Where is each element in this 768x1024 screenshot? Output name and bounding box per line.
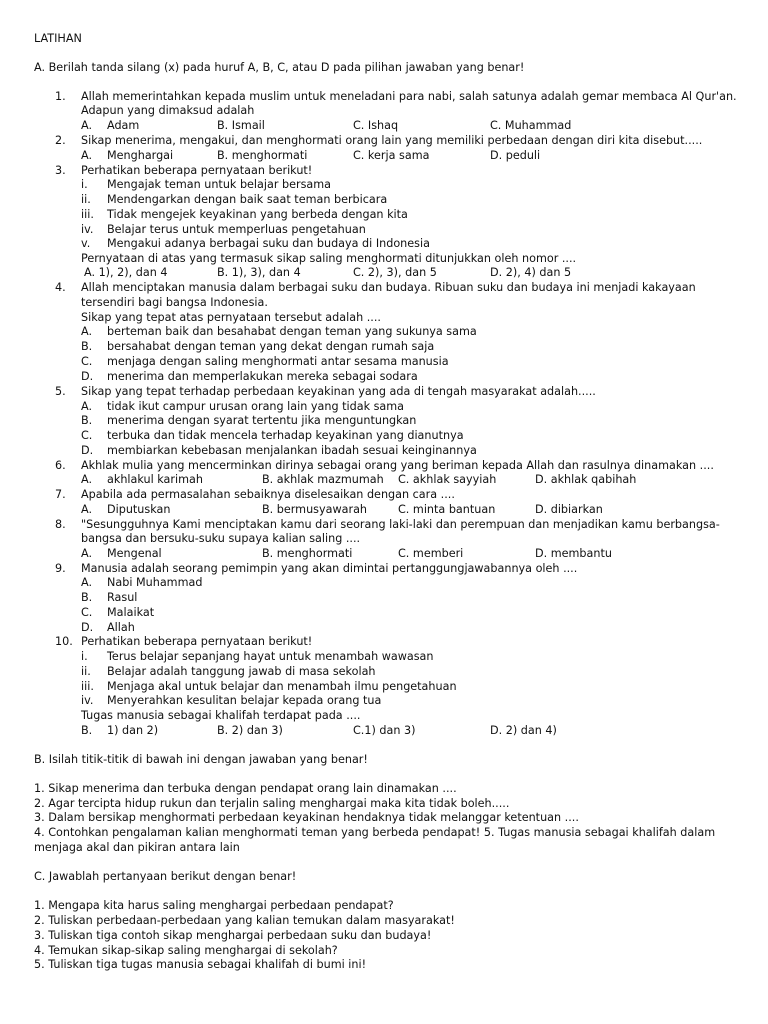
statement-text: Mendengarkan dengan baik saat teman berbicara — [107, 193, 388, 206]
essay-question: 1. Mengapa kita harus saling menghargai perbedaan pendapat? — [34, 899, 394, 912]
question-text: Allah menciptakan manusia dalam berbagai suku dan budaya. Ribuan suku dan budaya ini menjadi kakayaan — [81, 281, 696, 294]
option-text: bersahabat dengan teman yang dekat dengan rumah saja — [107, 340, 435, 353]
option-text: Allah — [107, 621, 135, 634]
option-d: D. membantu — [535, 547, 612, 560]
question-text: Akhlak mulia yang mencerminkan dirinya sebagai orang yang beriman kepada Allah dan rasulnya dinamakan .... — [81, 459, 714, 472]
question-text-cont: bangsa dan bersuku-suku supaya kalian saling .... — [81, 532, 361, 545]
question-text: Apabila ada permasalahan sebaiknya diselesaikan dengan cara .... — [81, 488, 455, 501]
statement-numeral: iii. — [81, 208, 94, 221]
question-text: Allah memerintahkan kepada muslim untuk meneladani para nabi, salah satunya adalah gemar membaca Al Qur'an. — [81, 90, 737, 103]
option-text: Malaikat — [107, 606, 155, 619]
question-number: 2. — [55, 134, 66, 147]
question-number: 7. — [55, 488, 66, 501]
option-a: Diputuskan — [107, 503, 171, 516]
option-a-label: A. — [81, 503, 93, 516]
statement-numeral: ii. — [81, 665, 91, 678]
question-text: Perhatikan beberapa pernyataan berikut! — [81, 635, 313, 648]
statement-text: Mengajak teman untuk belajar bersama — [107, 178, 332, 191]
option-label: B. — [81, 414, 93, 427]
question-text: Sikap menerima, mengakui, dan menghormati orang lain yang memiliki perbedaan dengan diri kita disebut..... — [81, 134, 703, 147]
statement-text: Belajar terus untuk memperluas pengetahuan — [107, 223, 366, 236]
option-label: D. — [81, 370, 94, 383]
question-text: Sikap yang tepat terhadap perbedaan keyakinan yang ada di tengah masyarakat adalah..... — [81, 385, 596, 398]
statement-numeral: iii. — [81, 680, 94, 693]
option-c: C. kerja sama — [353, 149, 430, 162]
statement-text: Belajar adalah tanggung jawab di masa sekolah — [107, 665, 376, 678]
question-number: 5. — [55, 385, 66, 398]
question-text: "Sesungguhnya Kami menciptakan kamu dari seorang laki-laki dan perempuan dan menjadikan kamu berbangsa- — [81, 518, 720, 531]
statement-numeral: i. — [81, 650, 88, 663]
option-b: B. 2) dan 3) — [217, 724, 283, 737]
option-d: D. peduli — [490, 149, 541, 162]
question-text-cont: Adapun yang dimaksud adalah — [81, 104, 255, 117]
section-c-instruction: C. Jawablah pertanyaan berikut dengan benar! — [34, 870, 297, 883]
statement-numeral: v. — [81, 237, 91, 250]
statement-text: Mengakui adanya berbagai suku dan budaya di Indonesia — [107, 237, 430, 250]
option-text: menerima dengan syarat tertentu jika menguntungkan — [107, 414, 417, 427]
option-text: Rasul — [107, 591, 138, 604]
statement-numeral: iv. — [81, 694, 94, 707]
option-b: B. menghormati — [217, 149, 308, 162]
option-text: membiarkan kebebasan menjalankan ibadah sesuai keinginannya — [107, 444, 477, 457]
option-c: C. 2), 3), dan 5 — [353, 266, 437, 279]
question-text: Manusia adalah seorang pemimpin yang akan dimintai pertanggungjawabannya oleh .... — [81, 562, 578, 575]
option-d: D. 2), 4) dan 5 — [490, 266, 572, 279]
option-a-label: A. — [81, 119, 93, 132]
question-number: 1. — [55, 90, 66, 103]
option-b: B. Ismail — [217, 119, 265, 132]
option-b: B. 1), 3), dan 4 — [217, 266, 301, 279]
statement-text: Menyerahkan kesulitan belajar kepada orang tua — [107, 694, 382, 707]
option-d: D. 2) dan 4) — [490, 724, 557, 737]
question-number: 6. — [55, 459, 66, 472]
fill-in-item: 1. Sikap menerima dan terbuka dengan pendapat orang lain dinamakan .... — [34, 782, 457, 795]
option-label: B. — [81, 340, 93, 353]
essay-question: 5. Tuliskan tiga tugas manusia sebagai khalifah di bumi ini! — [34, 958, 367, 971]
option-a: akhlakul karimah — [107, 473, 203, 486]
fill-in-item-cont: menjaga akal dan pikiran antara lain — [34, 841, 240, 854]
question-text: Perhatikan beberapa pernyataan berikut! — [81, 164, 313, 177]
option-text: menjaga dengan saling menghormati antar sesama manusia — [107, 355, 449, 368]
option-label: B. — [81, 591, 93, 604]
option-label: C. — [81, 429, 93, 442]
option-label: C. — [81, 355, 93, 368]
option-text: Nabi Muhammad — [107, 576, 203, 589]
option-label: A. — [81, 400, 93, 413]
question-number: 9. — [55, 562, 66, 575]
option-a-label: A. — [81, 149, 93, 162]
option-d: D. akhlak qabihah — [535, 473, 637, 486]
option-a: 1) dan 2) — [107, 724, 159, 737]
option-a: A. 1), 2), dan 4 — [84, 266, 168, 279]
option-label: D. — [81, 444, 94, 457]
option-a-label: A. — [81, 547, 93, 560]
essay-question: 3. Tuliskan tiga contoh sikap menghargai perbedaan suku dan budaya! — [34, 929, 432, 942]
option-c: C. akhlak sayyiah — [398, 473, 497, 486]
statement-text: Menjaga akal untuk belajar dan menambah ilmu pengetahuan — [107, 680, 457, 693]
fill-in-item: 4. Contohkan pengalaman kalian menghormati teman yang berbeda pendapat! 5. Tugas manusia sebagai khalifah dalam — [34, 826, 716, 839]
option-c: C. minta bantuan — [398, 503, 496, 516]
option-text: menerima dan memperlakukan mereka sebagai sodara — [107, 370, 418, 383]
essay-question: 2. Tuliskan perbedaan-perbedaan yang kalian temukan dalam masyarakat! — [34, 914, 455, 927]
option-c: C.1) dan 3) — [353, 724, 416, 737]
option-b: B. akhlak mazmumah — [262, 473, 384, 486]
option-d: D. dibiarkan — [535, 503, 603, 516]
option-d: C. Muhammad — [490, 119, 572, 132]
statement-numeral: ii. — [81, 193, 91, 206]
option-a-label: B. — [81, 724, 93, 737]
option-a: Adam — [107, 119, 140, 132]
statement-text: Tidak mengejek keyakinan yang berbeda dengan kita — [107, 208, 408, 221]
question-number: 10. — [55, 635, 73, 648]
question-number: 8. — [55, 518, 66, 531]
fill-in-item: 2. Agar tercipta hidup rukun dan terjalin saling menghargai maka kita tidak boleh..... — [34, 797, 510, 810]
option-a: Menghargai — [107, 149, 174, 162]
option-c: C. memberi — [398, 547, 464, 560]
section-b-instruction: B. Isilah titik-titik di bawah ini dengan jawaban yang benar! — [34, 753, 368, 766]
statement-text: Terus belajar sepanjang hayat untuk menambah wawasan — [107, 650, 434, 663]
question-prompt: Sikap yang tepat atas pernyataan tersebut adalah .... — [81, 311, 381, 324]
option-a: Mengenal — [107, 547, 162, 560]
option-a-label: A. — [81, 473, 93, 486]
statement-numeral: i. — [81, 178, 88, 191]
option-b: B. bermusyawarah — [262, 503, 368, 516]
option-text: tidak ikut campur urusan orang lain yang tidak sama — [107, 400, 405, 413]
option-label: A. — [81, 576, 93, 589]
option-label: D. — [81, 621, 94, 634]
question-number: 3. — [55, 164, 66, 177]
fill-in-item: 3. Dalam bersikap menghormati perbedaan keyakinan hendaknya tidak melanggar ketentuan .... — [34, 811, 579, 824]
page-title: LATIHAN — [34, 32, 82, 45]
question-prompt: Pernyataan di atas yang termasuk sikap saling menghormati ditunjukkan oleh nomor .... — [81, 252, 577, 265]
statement-numeral: iv. — [81, 223, 94, 236]
option-text: terbuka dan tidak mencela terhadap keyakinan yang dianutnya — [107, 429, 464, 442]
option-text: berteman baik dan besahabat dengan teman yang sukunya sama — [107, 325, 477, 338]
option-label: C. — [81, 606, 93, 619]
essay-question: 4. Temukan sikap-sikap saling menghargai di sekolah? — [34, 944, 338, 957]
option-c: C. Ishaq — [353, 119, 399, 132]
question-text-cont: tersendiri bagi bangsa Indonesia. — [81, 296, 268, 309]
question-number: 4. — [55, 281, 66, 294]
question-prompt: Tugas manusia sebagai khalifah terdapat pada .... — [81, 709, 361, 722]
option-b: B. menghormati — [262, 547, 353, 560]
option-label: A. — [81, 325, 93, 338]
section-a-instruction: A. Berilah tanda silang (x) pada huruf A, B, C, atau D pada pilihan jawaban yang benar! — [34, 61, 525, 74]
